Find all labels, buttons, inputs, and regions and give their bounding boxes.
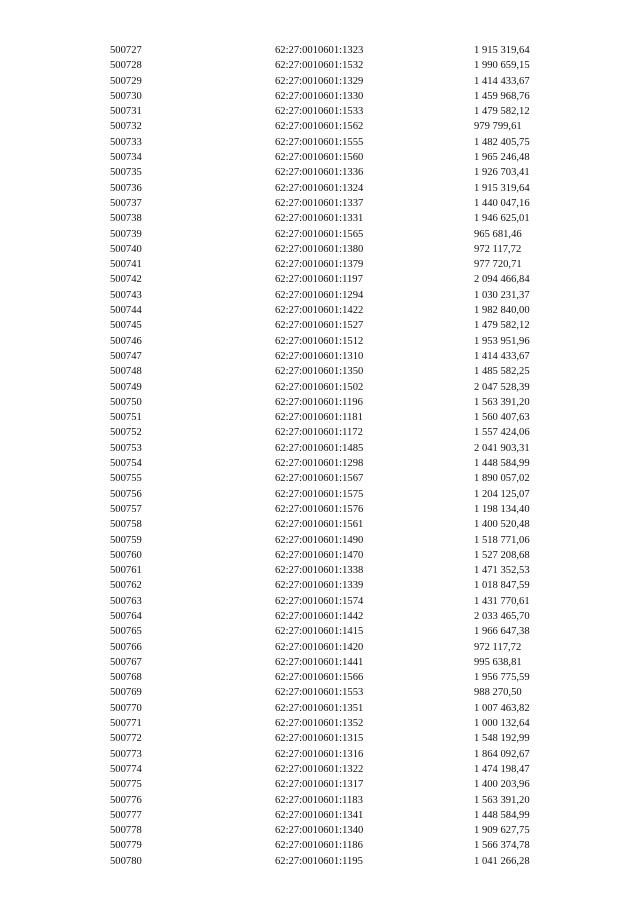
cadastral-value: 1 548 192,99	[474, 733, 530, 745]
row-number: 500757	[110, 503, 142, 515]
row-number: 500733	[110, 136, 142, 148]
row-number: 500753	[110, 442, 142, 454]
row-number: 500760	[110, 549, 142, 561]
cadastral-number: 62:27:0010601:1470	[275, 549, 364, 561]
cadastral-value: 1 482 405,75	[474, 136, 530, 148]
cadastral-number: 62:27:0010601:1183	[275, 794, 363, 806]
table-row	[110, 716, 574, 731]
table-row	[110, 303, 574, 318]
cadastral-number: 62:27:0010601:1415	[275, 626, 364, 638]
cadastral-number: 62:27:0010601:1317	[275, 779, 364, 791]
cadastral-number: 62:27:0010601:1422	[275, 305, 364, 317]
cadastral-number: 62:27:0010601:1329	[275, 75, 364, 87]
row-number: 500735	[110, 167, 142, 179]
cadastral-value: 965 681,46	[474, 228, 522, 240]
cadastral-value: 1 557 424,06	[474, 427, 530, 439]
cadastral-value: 1 474 198,47	[474, 763, 530, 775]
row-number: 500755	[110, 473, 142, 485]
cadastral-number: 62:27:0010601:1566	[275, 672, 364, 684]
cadastral-value: 1 915 319,64	[474, 45, 530, 56]
cadastral-number: 62:27:0010601:1298	[275, 458, 364, 470]
table-row	[110, 227, 574, 242]
cadastral-value: 1 204 125,07	[474, 488, 530, 500]
row-number: 500778	[110, 825, 142, 837]
cadastral-value: 2 094 466,84	[474, 274, 530, 286]
cadastral-value: 1 030 231,37	[474, 289, 530, 301]
row-number: 500732	[110, 121, 142, 133]
table-row	[110, 349, 574, 364]
cadastral-number: 62:27:0010601:1532	[275, 60, 364, 72]
row-number: 500772	[110, 733, 142, 745]
cadastral-number: 62:27:0010601:1172	[275, 427, 363, 439]
cadastral-value: 1 566 374,78	[474, 840, 530, 852]
row-number: 500769	[110, 687, 142, 699]
row-number: 500779	[110, 840, 142, 852]
table-row	[110, 104, 574, 119]
table-row	[110, 318, 574, 333]
cadastral-number: 62:27:0010601:1576	[275, 503, 364, 515]
table-row	[110, 380, 574, 395]
cadastral-value: 1 956 775,59	[474, 672, 530, 684]
cadastral-value: 1 982 840,00	[474, 305, 530, 317]
cadastral-value: 1 471 352,53	[474, 565, 530, 577]
table-row	[110, 242, 574, 257]
row-number: 500729	[110, 75, 142, 87]
row-number: 500749	[110, 381, 142, 393]
cadastral-number: 62:27:0010601:1490	[275, 534, 364, 546]
row-number: 500756	[110, 488, 142, 500]
row-number: 500767	[110, 656, 142, 668]
cadastral-number: 62:27:0010601:1336	[275, 167, 364, 179]
table-row	[110, 89, 574, 104]
table-row	[110, 777, 574, 792]
cadastral-number: 62:27:0010601:1196	[275, 396, 363, 408]
cadastral-value: 1 926 703,41	[474, 167, 530, 179]
cadastral-number: 62:27:0010601:1310	[275, 350, 364, 362]
cadastral-number: 62:27:0010601:1442	[275, 610, 364, 622]
table-row	[110, 793, 574, 808]
cadastral-value: 1 000 132,64	[474, 718, 530, 730]
cadastral-number: 62:27:0010601:1565	[275, 228, 364, 240]
row-number: 500768	[110, 672, 142, 684]
table-row	[110, 334, 574, 349]
cadastral-value: 977 720,71	[474, 259, 522, 271]
cadastral-value: 1 560 407,63	[474, 412, 530, 424]
table-row	[110, 609, 574, 624]
cadastral-value: 1 518 771,06	[474, 534, 530, 546]
table-row	[110, 272, 574, 287]
cadastral-value: 2 041 903,31	[474, 442, 530, 454]
table-body	[110, 43, 574, 869]
cadastral-number: 62:27:0010601:1527	[275, 320, 364, 332]
table-row	[110, 456, 574, 471]
cadastral-value: 972 117,72	[474, 641, 522, 653]
cadastral-number: 62:27:0010601:1441	[275, 656, 364, 668]
table-row	[110, 181, 574, 196]
table-row	[110, 74, 574, 89]
cadastral-value: 1 946 625,01	[474, 213, 530, 225]
cadastral-number: 62:27:0010601:1502	[275, 381, 364, 393]
table-row	[110, 563, 574, 578]
table-row	[110, 624, 574, 639]
row-number: 500766	[110, 641, 142, 653]
cadastral-number: 62:27:0010601:1555	[275, 136, 364, 148]
cadastral-number: 62:27:0010601:1561	[275, 519, 364, 531]
table-row	[110, 808, 574, 823]
cadastral-number: 62:27:0010601:1316	[275, 748, 364, 760]
cadastral-number: 62:27:0010601:1195	[275, 855, 363, 867]
table-row	[110, 119, 574, 134]
cadastral-value: 1 965 246,48	[474, 152, 530, 164]
row-number: 500773	[110, 748, 142, 760]
table-row	[110, 441, 574, 456]
cadastral-number: 62:27:0010601:1294	[275, 289, 364, 301]
table-row	[110, 762, 574, 777]
table-row	[110, 838, 574, 853]
row-number: 500754	[110, 458, 142, 470]
table-row	[110, 58, 574, 73]
cadastral-value: 1 864 092,67	[474, 748, 530, 760]
cadastral-number: 62:27:0010601:1567	[275, 473, 364, 485]
cadastral-number: 62:27:0010601:1485	[275, 442, 364, 454]
row-number: 500747	[110, 350, 142, 362]
row-number: 500740	[110, 243, 142, 255]
table-row	[110, 548, 574, 563]
row-number: 500764	[110, 610, 142, 622]
table-row	[110, 655, 574, 670]
table-row	[110, 165, 574, 180]
cadastral-value: 1 414 433,67	[474, 75, 530, 87]
row-number: 500741	[110, 259, 142, 271]
row-number: 500730	[110, 90, 142, 102]
cadastral-value: 1 414 433,67	[474, 350, 530, 362]
cadastral-value: 1 563 391,20	[474, 396, 530, 408]
row-number: 500745	[110, 320, 142, 332]
table-row	[110, 487, 574, 502]
table-row	[110, 517, 574, 532]
row-number: 500758	[110, 519, 142, 531]
cadastral-value: 2 033 465,70	[474, 610, 530, 622]
row-number: 500776	[110, 794, 142, 806]
table-row	[110, 701, 574, 716]
cadastral-number: 62:27:0010601:1350	[275, 366, 364, 378]
table-row	[110, 670, 574, 685]
cadastral-number: 62:27:0010601:1420	[275, 641, 364, 653]
row-number: 500770	[110, 702, 142, 714]
cadastral-value: 995 638,81	[474, 656, 522, 668]
cadastral-value: 1 459 968,76	[474, 90, 530, 102]
table-row	[110, 135, 574, 150]
table-row	[110, 288, 574, 303]
cadastral-number: 62:27:0010601:1324	[275, 182, 364, 194]
row-number: 500734	[110, 152, 142, 164]
row-number: 500777	[110, 809, 142, 821]
cadastral-number: 62:27:0010601:1533	[275, 106, 364, 118]
row-number: 500762	[110, 580, 142, 592]
cadastral-value: 972 117,72	[474, 243, 522, 255]
cadastral-number: 62:27:0010601:1352	[275, 718, 364, 730]
cadastral-number: 62:27:0010601:1181	[275, 412, 363, 424]
cadastral-value: 1 431 770,61	[474, 595, 530, 607]
cadastral-number: 62:27:0010601:1330	[275, 90, 364, 102]
row-number: 500742	[110, 274, 142, 286]
cadastral-value: 1 563 391,20	[474, 794, 530, 806]
cadastral-number: 62:27:0010601:1560	[275, 152, 364, 164]
cadastral-number: 62:27:0010601:1323	[275, 45, 364, 56]
table-row	[110, 594, 574, 609]
table-row	[110, 211, 574, 226]
cadastral-value: 1 007 463,82	[474, 702, 530, 714]
table-row	[110, 43, 574, 58]
row-number: 500763	[110, 595, 142, 607]
row-number: 500736	[110, 182, 142, 194]
cadastral-value: 1 485 582,25	[474, 366, 530, 378]
cadastral-value: 1 909 627,75	[474, 825, 530, 837]
row-number: 500738	[110, 213, 142, 225]
cadastral-number: 62:27:0010601:1197	[275, 274, 363, 286]
table-row	[110, 731, 574, 746]
table-row	[110, 150, 574, 165]
table-row	[110, 364, 574, 379]
cadastral-value: 1 448 584,99	[474, 458, 530, 470]
cadastral-value: 1 448 584,99	[474, 809, 530, 821]
row-number: 500774	[110, 763, 142, 775]
table-row	[110, 854, 574, 869]
table-row	[110, 257, 574, 272]
row-number: 500737	[110, 197, 142, 209]
row-number: 500750	[110, 396, 142, 408]
cadastral-number: 62:27:0010601:1337	[275, 197, 364, 209]
table-row	[110, 502, 574, 517]
table-row	[110, 685, 574, 700]
cadastral-value: 988 270,50	[474, 687, 522, 699]
row-number: 500727	[110, 45, 142, 56]
cadastral-value: 1 966 647,38	[474, 626, 530, 638]
row-number: 500751	[110, 412, 142, 424]
table-row	[110, 395, 574, 410]
cadastral-value: 2 047 528,39	[474, 381, 530, 393]
table-row	[110, 823, 574, 838]
table-row	[110, 410, 574, 425]
cadastral-value: 1 527 208,68	[474, 549, 530, 561]
cadastral-value: 1 953 951,96	[474, 335, 530, 347]
row-number: 500739	[110, 228, 142, 240]
row-number: 500743	[110, 289, 142, 301]
table-row	[110, 533, 574, 548]
table-row	[110, 578, 574, 593]
table-row	[110, 425, 574, 440]
row-number: 500731	[110, 106, 142, 118]
row-number: 500744	[110, 305, 142, 317]
cadastral-value: 1 479 582,12	[474, 320, 530, 332]
row-number: 500752	[110, 427, 142, 439]
cadastral-value: 1 018 847,59	[474, 580, 530, 592]
cadastral-value: 1 915 319,64	[474, 182, 530, 194]
cadastral-value: 1 400 203,96	[474, 779, 530, 791]
cadastral-number: 62:27:0010601:1380	[275, 243, 364, 255]
cadastral-number: 62:27:0010601:1331	[275, 213, 364, 225]
cadastral-value: 1 990 659,15	[474, 60, 530, 72]
row-number: 500775	[110, 779, 142, 791]
row-number: 500771	[110, 718, 142, 730]
cadastral-number: 62:27:0010601:1339	[275, 580, 364, 592]
cadastral-value: 1 041 266,28	[474, 855, 530, 867]
table-row	[110, 747, 574, 762]
cadastral-number: 62:27:0010601:1574	[275, 595, 364, 607]
row-number: 500746	[110, 335, 142, 347]
cadastral-number: 62:27:0010601:1575	[275, 488, 364, 500]
cadastral-number: 62:27:0010601:1562	[275, 121, 364, 133]
cadastral-number: 62:27:0010601:1553	[275, 687, 364, 699]
cadastral-number: 62:27:0010601:1341	[275, 809, 364, 821]
table-row	[110, 196, 574, 211]
cadastral-value: 1 890 057,02	[474, 473, 530, 485]
table-row	[110, 640, 574, 655]
cadastral-value: 1 198 134,40	[474, 503, 530, 515]
cadastral-value-table	[110, 43, 574, 869]
cadastral-number: 62:27:0010601:1379	[275, 259, 364, 271]
row-number: 500748	[110, 366, 142, 378]
cadastral-value: 1 479 582,12	[474, 106, 530, 118]
cadastral-number: 62:27:0010601:1338	[275, 565, 364, 577]
cadastral-number: 62:27:0010601:1351	[275, 702, 364, 714]
row-number: 500765	[110, 626, 142, 638]
row-number: 500728	[110, 60, 142, 72]
cadastral-number: 62:27:0010601:1340	[275, 825, 364, 837]
row-number: 500761	[110, 565, 142, 577]
cadastral-value: 1 440 047,16	[474, 197, 530, 209]
cadastral-value: 1 400 520,48	[474, 519, 530, 531]
cadastral-number: 62:27:0010601:1186	[275, 840, 363, 852]
cadastral-number: 62:27:0010601:1315	[275, 733, 364, 745]
table-row	[110, 471, 574, 486]
cadastral-number: 62:27:0010601:1512	[275, 335, 364, 347]
row-number: 500759	[110, 534, 142, 546]
row-number: 500780	[110, 855, 142, 867]
cadastral-number: 62:27:0010601:1322	[275, 763, 364, 775]
cadastral-value: 979 799,61	[474, 121, 522, 133]
